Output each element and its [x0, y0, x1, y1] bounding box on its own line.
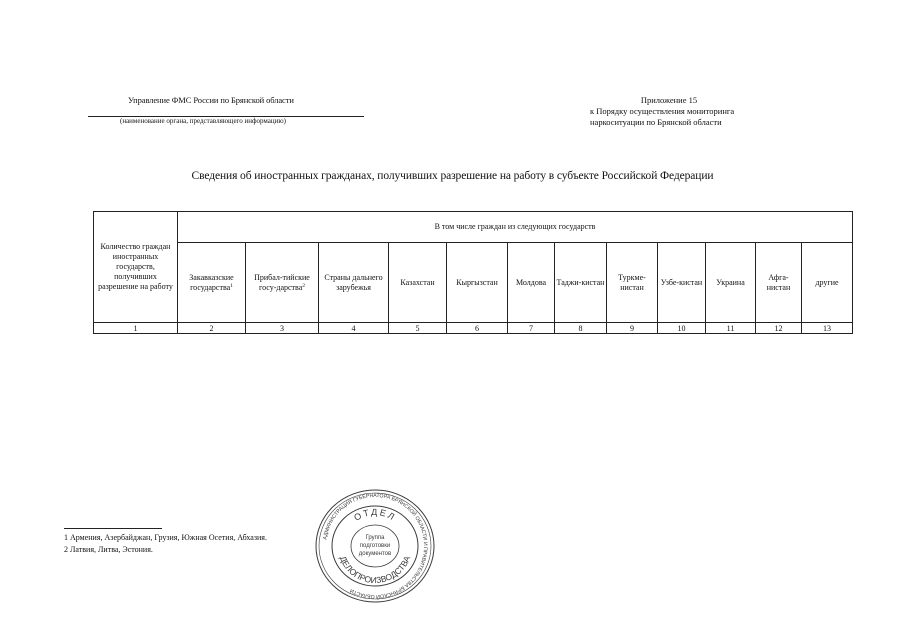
- appendix-block: [590, 95, 748, 128]
- header-quantity: Количество граждан иностранных государств, получивших разрешение на работу: [94, 212, 178, 323]
- column-header-5: [389, 243, 447, 323]
- column-header-label: Туркме-нистан: [618, 272, 646, 292]
- column-header-label: Украина: [716, 277, 745, 287]
- stamp-center-line-2: подготовки: [359, 543, 391, 549]
- column-header-6: [447, 243, 508, 323]
- column-header-7: [508, 243, 555, 323]
- stamp-center-line-1: Группа: [365, 535, 385, 541]
- column-number-10: 10: [658, 323, 706, 334]
- column-number-6: 6: [447, 323, 508, 334]
- statistics-table: [93, 211, 853, 334]
- column-number-3: 3: [246, 323, 319, 334]
- column-number-4: 4: [319, 323, 389, 334]
- footnote-2: 2 Латвия, Литва, Эстония.: [64, 545, 153, 554]
- footnote-marker: 1: [230, 282, 233, 289]
- stamp-bottom-word: ДЕЛОПРОИЗВОДСТВА: [337, 554, 413, 586]
- column-number-11: 11: [706, 323, 756, 334]
- column-number-1: 1: [94, 323, 178, 334]
- column-header-label: Таджи-кистан: [556, 277, 605, 287]
- column-number-12: 12: [756, 323, 802, 334]
- column-header-9: [607, 243, 658, 323]
- footnote-marker: 2: [302, 282, 306, 289]
- header-group: В том числе граждан из следующих государств: [178, 212, 853, 243]
- column-number-13: 13: [802, 323, 853, 334]
- column-header-13: [802, 243, 853, 323]
- column-header-label: Афга-нистан: [766, 272, 791, 292]
- stamp-center-line-3: документов: [358, 551, 392, 557]
- column-header-10: [658, 243, 706, 323]
- footnote-separator: [64, 528, 162, 529]
- column-header-label: Узбе-кистан: [660, 277, 703, 287]
- footnote-1: 1 Армения, Азербайджан, Грузия, Южная Осетия, Абхазия.: [64, 533, 267, 542]
- column-number-9: 9: [607, 323, 658, 334]
- appendix-line-1: к Порядку осуществления мониторинга: [590, 106, 735, 116]
- column-header-label: Кыргызстан: [456, 277, 498, 287]
- column-header-8: [555, 243, 607, 323]
- column-header-4: [319, 243, 389, 323]
- column-header-11: [706, 243, 756, 323]
- column-header-label: Прибал-тийские госу-дарства: [254, 272, 310, 292]
- stamp-top-word: ОТДЕЛ: [352, 506, 398, 523]
- column-header-label: Казахстан: [400, 277, 435, 287]
- column-number-7: 7: [508, 323, 555, 334]
- column-header-label: другие: [815, 277, 839, 287]
- appendix-line-2: наркоситуации по Брянской области: [590, 117, 722, 127]
- column-number-8: 8: [555, 323, 607, 334]
- footnotes: [64, 532, 267, 556]
- column-header-label: Закавказские государства: [189, 272, 234, 292]
- column-header-12: [756, 243, 802, 323]
- column-header-label: Страны дальнего зарубежья: [324, 272, 383, 292]
- column-number-5: 5: [389, 323, 447, 334]
- organization-caption: (наименование органа, представляющего информацию): [120, 117, 286, 125]
- column-header-3: [246, 243, 319, 323]
- column-number-2: 2: [178, 323, 246, 334]
- organization-name: Управление ФМС России по Брянской области: [128, 95, 294, 105]
- document-title: Сведения об иностранных гражданах, получивших разрешение на работу в субъекте Российской Федерации: [191, 170, 714, 182]
- column-header-label: Молдова: [515, 277, 547, 287]
- stamp-outer-ring: АДМИНИСТРАЦИЯ ГУБЕРНАТОРА БРЯНСКОЙ ОБЛАСТИ И ПРАВИТЕЛЬСТВА БРЯНСКОЙ ОБЛАСТИ: [322, 492, 429, 600]
- column-header-2: [178, 243, 246, 323]
- appendix-number: Приложение 15: [640, 95, 698, 105]
- office-stamp: [314, 488, 436, 604]
